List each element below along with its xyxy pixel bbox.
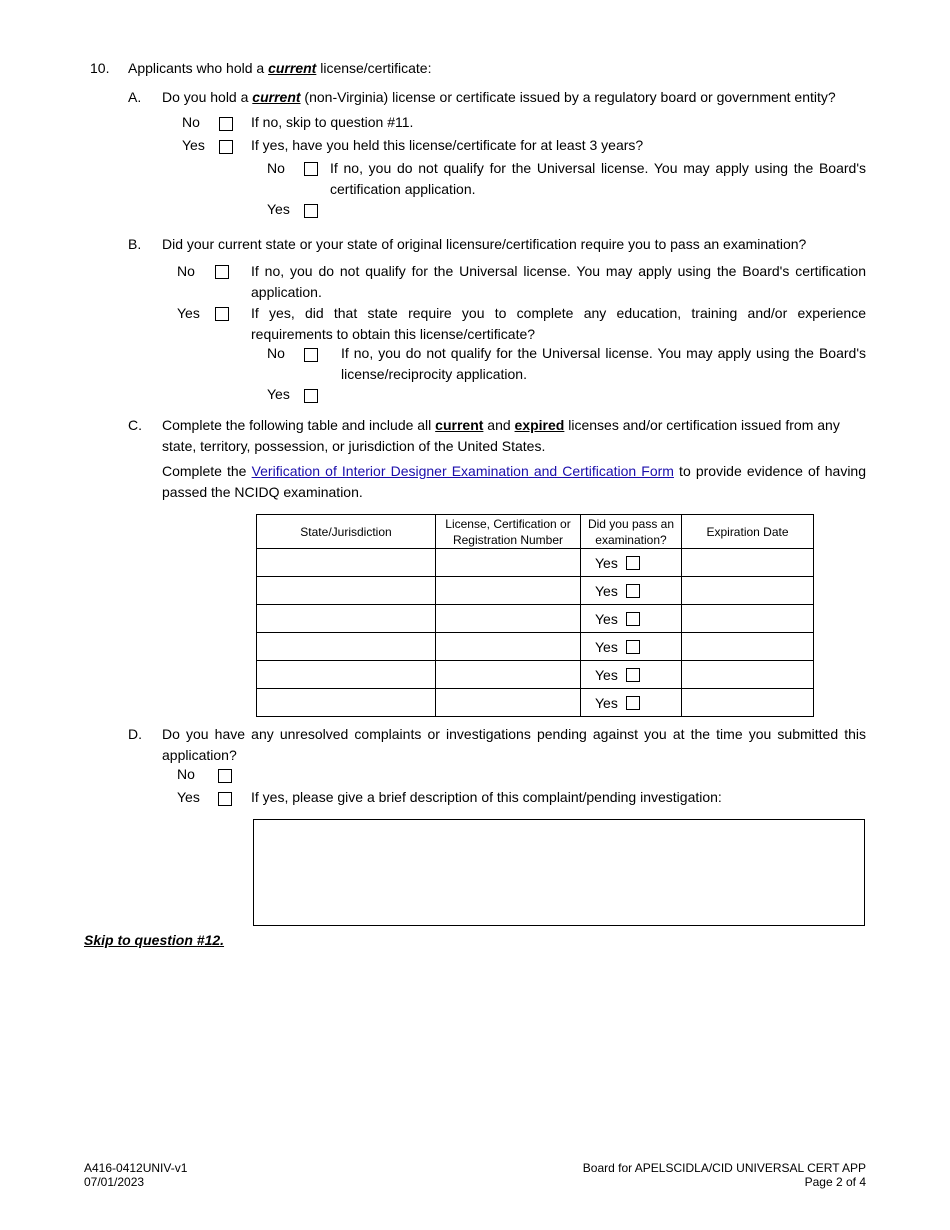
a-no-label: No (182, 114, 200, 130)
verification-form-link[interactable]: Verification of Interior Designer Examination and Certification Form (251, 463, 674, 479)
b-no-checkbox[interactable] (215, 265, 229, 279)
intro-emphasis: current (268, 60, 317, 76)
b-yes-text: If yes, did that state require you to complete any education, training and/or experience requirements to obtain this license/certificate? (251, 305, 866, 342)
page-number: Page 2 of 4 (804, 1175, 866, 1189)
a-question-pre: Do you hold a (162, 89, 253, 105)
exam-cell (581, 577, 682, 605)
intro-text-post: license/certificate: (316, 60, 432, 76)
footer-left (84, 1161, 187, 1189)
c-current-emphasis: current (435, 417, 484, 433)
section-a-letter: A. (128, 89, 142, 105)
section-d-letter: D. (128, 726, 142, 742)
a-sub-no-label: No (267, 160, 285, 176)
exam-yes-checkbox[interactable] (626, 696, 640, 710)
state-input-cell[interactable] (257, 689, 436, 717)
exam-yes-checkbox[interactable] (626, 556, 640, 570)
a-sub-no-checkbox[interactable] (304, 162, 318, 176)
exam-yes-label: Yes (595, 694, 618, 711)
expiration-input-cell[interactable] (682, 689, 814, 717)
d-yes-label: Yes (177, 789, 200, 805)
expiration-input-cell[interactable] (682, 633, 814, 661)
intro-text-pre: Applicants who hold a (128, 60, 269, 76)
exam-yes-label: Yes (595, 554, 618, 571)
d-no-label: No (177, 766, 195, 782)
exam-cell (581, 605, 682, 633)
state-input-cell[interactable] (257, 661, 436, 689)
license-number-input-cell[interactable] (436, 661, 581, 689)
table-row (257, 633, 814, 661)
a-no-checkbox[interactable] (219, 117, 233, 131)
state-input-cell[interactable] (257, 633, 436, 661)
header-expiration: Expiration Date (682, 515, 814, 549)
section-b-letter: B. (128, 236, 142, 252)
a-sub-no-text: If no, you do not qualify for the Universal license. You may apply using the Board's certification application. (330, 160, 866, 197)
state-input-cell[interactable] (257, 577, 436, 605)
exam-yes-checkbox[interactable] (626, 584, 640, 598)
exam-cell (581, 633, 682, 661)
board-name: Board for APELSCIDLA/CID UNIVERSAL CERT APP (582, 1161, 866, 1175)
c-note-post: to provide evidence of having passed the NCIDQ examination. (162, 463, 866, 500)
section-c-instructions (162, 415, 866, 457)
license-number-input-cell[interactable] (436, 577, 581, 605)
expiration-input-cell[interactable] (682, 577, 814, 605)
header-license-number: License, Certification or Registration Number (436, 515, 581, 549)
state-input-cell[interactable] (257, 549, 436, 577)
c-note-pre: Complete the (162, 463, 252, 479)
footer-right (583, 1161, 866, 1189)
exam-yes-checkbox[interactable] (626, 640, 640, 654)
skip-instruction: Skip to question #12. (84, 932, 225, 948)
complaint-description-textarea[interactable] (253, 819, 865, 926)
exam-yes-label: Yes (595, 610, 618, 627)
c-text-b: licenses and/or certification issued from any state, territory, possession, or jurisdiction of the United States. (162, 417, 840, 454)
b-no-label: No (177, 263, 195, 279)
b-sub-no-checkbox[interactable] (304, 348, 318, 362)
exam-cell (581, 689, 682, 717)
section-c-verification-note (162, 461, 866, 503)
license-number-input-cell[interactable] (436, 689, 581, 717)
table-row (257, 605, 814, 633)
state-input-cell[interactable] (257, 605, 436, 633)
a-no-text: If no, skip to question #11. (251, 114, 414, 130)
table-header-row (257, 515, 814, 549)
expiration-input-cell[interactable] (682, 661, 814, 689)
section-d-question: Do you have any unresolved complaints or investigations pending against you at the time you submitted this application? (162, 726, 866, 763)
expiration-input-cell[interactable] (682, 549, 814, 577)
exam-yes-checkbox[interactable] (626, 668, 640, 682)
license-number-input-cell[interactable] (436, 605, 581, 633)
a-yes-text: If yes, have you held this license/certificate for at least 3 years? (251, 137, 644, 153)
a-question-post: (non-Virginia) license or certificate issued by a regulatory board or government entity? (300, 89, 836, 105)
question-intro (128, 58, 432, 79)
b-sub-no-label: No (267, 345, 285, 361)
question-number: 10. (90, 60, 110, 76)
license-table (256, 514, 814, 717)
form-code: A416-0412UNIV-v1 (84, 1161, 188, 1175)
exam-yes-label: Yes (595, 638, 618, 655)
exam-yes-checkbox[interactable] (626, 612, 640, 626)
a-question-emphasis: current (252, 89, 301, 105)
exam-cell (581, 549, 682, 577)
b-sub-yes-label: Yes (267, 386, 290, 402)
c-text-and: and (483, 417, 515, 433)
section-c-letter: C. (128, 417, 142, 433)
exam-cell (581, 661, 682, 689)
exam-yes-label: Yes (595, 666, 618, 683)
a-yes-checkbox[interactable] (219, 140, 233, 154)
b-yes-checkbox[interactable] (215, 307, 229, 321)
c-text-a: Complete the following table and include all (162, 417, 436, 433)
header-exam-passed: Did you pass an examination? (581, 515, 682, 549)
a-sub-yes-label: Yes (267, 201, 290, 217)
b-sub-no-text: If no, you do not qualify for the Universal license. You may apply using the Board's license/reciprocity application. (341, 345, 866, 382)
b-yes-label: Yes (177, 305, 200, 321)
license-number-input-cell[interactable] (436, 633, 581, 661)
expiration-input-cell[interactable] (682, 605, 814, 633)
table-row (257, 689, 814, 717)
exam-yes-label: Yes (595, 582, 618, 599)
license-number-input-cell[interactable] (436, 549, 581, 577)
table-row (257, 661, 814, 689)
section-b-question: Did your current state or your state of original licensure/certification require you to pass an examination? (162, 236, 807, 252)
d-no-checkbox[interactable] (218, 769, 232, 783)
d-yes-checkbox[interactable] (218, 792, 232, 806)
a-yes-label: Yes (182, 137, 205, 153)
table-row (257, 577, 814, 605)
table-row (257, 549, 814, 577)
header-state: State/Jurisdiction (257, 515, 436, 549)
d-yes-text: If yes, please give a brief description of this complaint/pending investigation: (251, 789, 722, 805)
a-sub-yes-checkbox[interactable] (304, 204, 318, 218)
b-no-text: If no, you do not qualify for the Universal license. You may apply using the Board's certification application. (251, 263, 866, 300)
section-a-question (162, 87, 836, 108)
c-expired-emphasis: expired (514, 417, 565, 433)
form-date: 07/01/2023 (84, 1175, 145, 1189)
b-sub-yes-checkbox[interactable] (304, 389, 318, 403)
